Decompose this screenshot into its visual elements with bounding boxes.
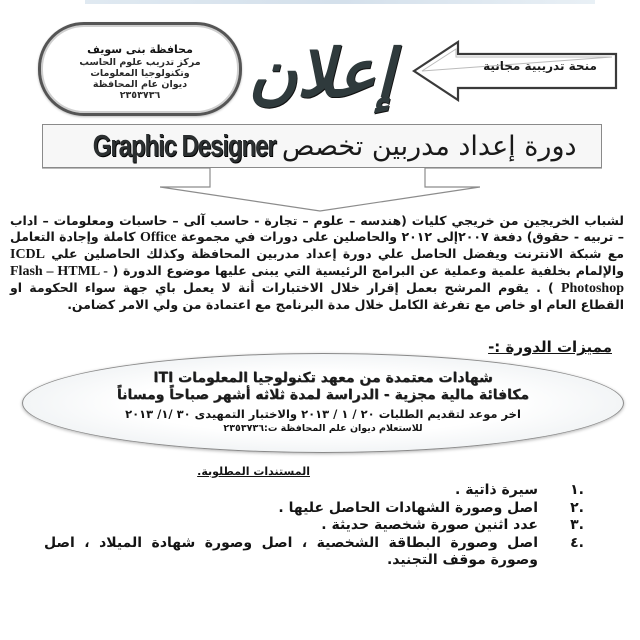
down-arrow-icon — [160, 167, 480, 213]
free-grant-label: منحة تدريبية مجانية — [483, 59, 597, 73]
list-item — [44, 535, 584, 570]
item-number: .٢ — [570, 499, 584, 516]
body-line: مدربين المحافظة وكذلك الحاصلين علي — [51, 246, 300, 261]
inquiry-line: للاستعلام ديوان علم المحافظة ت:٢٣٥٣٧٣٦ — [223, 423, 423, 434]
item-number: .١ — [570, 482, 584, 498]
office-term: Office — [139, 230, 177, 245]
stipend-line: مكافائة مالية مجزية - الدراسة لمدة ثلاثه أشهر صباحاً ومساناً — [116, 387, 530, 403]
features-heading: مميزات الدورة :- — [488, 338, 612, 356]
center-name-line-1: مركز تدريب علوم الحاسب — [79, 57, 201, 68]
icdl-term: ICDL — [10, 247, 46, 262]
center-name-line-2: وتكنولوجيا المعلومات — [90, 68, 190, 79]
item-text: سيرة ذاتية . — [455, 482, 538, 498]
required-documents-list — [44, 482, 584, 570]
body-line: مجموعة — [180, 229, 231, 244]
free-grant-arrow — [412, 40, 622, 102]
body-line: يقوم المرشح بعمل إقرار خلال الاختبارات أنة لا يعمل باي جهة سواء الحكومة او القطاع — [10, 280, 624, 312]
item-text: اصل وصورة الشهادات الحاصل عليها . — [278, 499, 538, 516]
body-line: لشباب الخريجين من خريجي كليات (هندسه – علوم – تجارة - حاسب آلى – حاسبات — [119, 213, 624, 228]
body-line: العام او خاص مع تفرغة الكامل خلال مدة البرنامج مع اعتمادة من ولي الامر كضامن. — [67, 297, 577, 312]
governorate-box — [38, 22, 242, 116]
office-line: ديوان عام المحافظة — [92, 79, 188, 90]
body-line: ومعلومات – اداب – تربيه - حقوق) دفعة ٢٠٠٧إلى ٢٠١٢ والحاصلين على دورات في — [10, 213, 625, 244]
item-number: .٤ — [570, 534, 584, 551]
list-item — [44, 517, 584, 535]
item-text: عدد اثنين صورة شخصية حديثة . — [321, 517, 538, 533]
course-title-arabic: دورة إعداد مدربين تخصص — [281, 130, 577, 162]
item-number: .٣ — [570, 517, 584, 533]
list-item — [44, 500, 584, 518]
body-line: الرئيسية التي يبنى عليها موضوع الدورة ( — [112, 263, 368, 278]
governorate-title: محافظة بنى سويف — [87, 43, 193, 56]
required-documents-heading: المستندات المطلوبة. — [197, 465, 310, 478]
eligibility-paragraph — [10, 213, 624, 313]
announcement-heading: إعلان — [244, 34, 410, 112]
course-title-english: Graphic Designer — [93, 128, 277, 163]
top-scan-edge — [85, 0, 595, 4]
list-item — [44, 482, 584, 500]
body-line: والإلمام بخلفية علمية وعملية عن البرامج — [371, 263, 624, 278]
certificate-line: شهادات معتمدة من معهد تكنولوجيا المعلومات ITI — [153, 370, 493, 386]
software-list: Flash – HTML - Photoshop — [10, 264, 624, 296]
deadline-line: اخر موعد لتقديم الطلبات ٢٠ / ١ / ٢٠١٣ والاختبار التمهيدى ٣٠ /١/ ٢٠١٣ — [125, 407, 521, 421]
item-text: اصل وصورة البطاقة الشخصية ، اصل وصورة شهادة الميلاد ، اصل وصورة موقف التجنيد. — [44, 534, 538, 568]
phone-number: ٢٣٥٣٧٣٦ — [119, 90, 161, 101]
features-ellipse — [22, 353, 624, 453]
body-line: ) . — [536, 280, 554, 295]
body-line: كاملة وإجادة التعامل مع شبكة الانترنت ويفضل الحاصل علي دورة إعداد — [10, 229, 624, 261]
course-title-banner — [42, 124, 602, 168]
